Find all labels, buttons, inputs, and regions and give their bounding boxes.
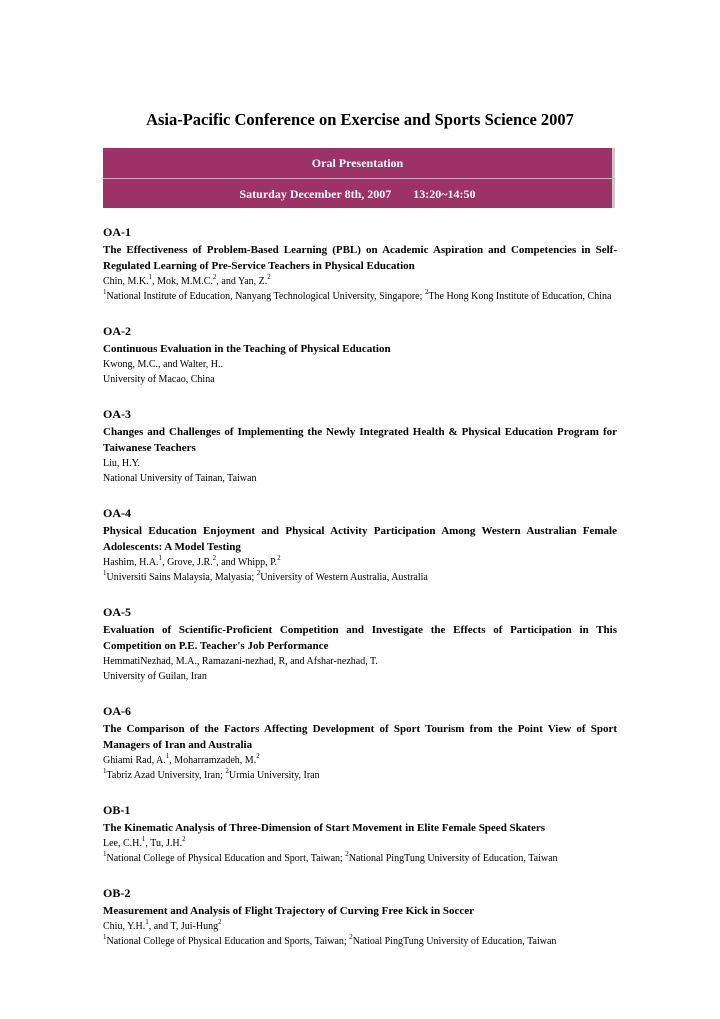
affiliation-text: National Institute of Education, Nanyang Technological University, Singapore; [106, 291, 425, 302]
affiliation-text: The Hong Kong Institute of Education, China [428, 291, 612, 302]
presentation-code: OA-4 [103, 506, 131, 520]
presentation-code: OA-1 [103, 225, 131, 239]
affiliation-text: University of Guilan, Iran [103, 671, 207, 682]
presentation-authors [103, 555, 617, 570]
presentation-affiliations [103, 669, 617, 684]
presentation-entry [103, 506, 617, 585]
presentation-title: The Effectiveness of Problem-Based Learning (PBL) on Academic Aspiration and Competencies in Self-Regulated Learning of Pre-Service Teachers in Physical Education [103, 244, 617, 272]
presentation-title: Physical Education Enjoyment and Physical Activity Participation Among Western Australian Female Adolescents: A Model Testing [103, 525, 617, 553]
session-banner [103, 148, 615, 178]
presentation-authors [103, 919, 617, 934]
presentation-code: OA-3 [103, 407, 131, 421]
affiliation-marker: 1 [103, 568, 107, 577]
author-affiliation-marker: 2 [267, 272, 271, 281]
presentation-code: OB-1 [103, 803, 131, 817]
author-name: Yan, Z. [238, 276, 268, 287]
author-name: Grove, J.R. [167, 557, 213, 568]
author-name: Ghiami Rad, A. [103, 755, 166, 766]
presentation-authors [103, 836, 617, 851]
author-name: Moharramzadeh, M. [174, 755, 257, 766]
author-separator: , and [216, 557, 238, 568]
presentation-code: OA-5 [103, 605, 131, 619]
session-time: 13:20~14:50 [413, 187, 476, 201]
presentation-affiliations [103, 471, 617, 486]
presentation-title: Measurement and Analysis of Flight Trajectory of Curving Free Kick in Soccer [103, 905, 475, 917]
author-name: Tu, J.H. [150, 838, 183, 849]
author-separator: , and [148, 921, 171, 932]
affiliation-marker: 2 [225, 766, 229, 775]
affiliation-text: National College of Physical Education and Sports, Taiwan; [106, 936, 350, 947]
author-affiliation-marker: 1 [148, 272, 153, 281]
author-name: Chin, M.K. [103, 276, 149, 287]
affiliation-text: Natioal PingTung University of Education, Taiwan [352, 936, 557, 947]
schedule-banner [103, 178, 615, 208]
author-name: T, Jui-Hung [170, 921, 219, 932]
presentation-title: Continuous Evaluation in the Teaching of Physical Education [103, 343, 391, 355]
affiliation-text: Urmia University, Iran [228, 770, 320, 781]
affiliation-text: National PingTung University of Education, Taiwan [348, 853, 558, 864]
presentation-affiliations [103, 289, 617, 304]
affiliation-marker: 2 [424, 287, 429, 296]
presentation-title: The Comparison of the Factors Affecting Development of Sport Tourism from the Point View of Sport Managers of Iran and Australia [103, 723, 617, 751]
affiliation-text: National University of Tainan, Taiwan [103, 473, 257, 484]
author-name: HemmatiNezhad, M.A., Ramazani-nezhad, R, and Afshar-nezhad, T. [103, 656, 378, 667]
author-affiliation-marker: 2 [212, 553, 217, 562]
author-name: Chiu, Y.H. [103, 921, 146, 932]
presentation-affiliations [103, 934, 617, 949]
presentation-affiliations [103, 851, 617, 866]
presentation-title: The Kinematic Analysis of Three-Dimension of Start Movement in Elite Female Speed Skaters [103, 822, 546, 834]
presentation-authors [103, 357, 617, 372]
presentation-affiliations [103, 372, 617, 387]
author-affiliation-marker: 2 [277, 553, 281, 562]
author-name: Mok, M.M.C. [157, 276, 213, 287]
author-name: Whipp, P. [237, 557, 278, 568]
presentation-authors [103, 753, 617, 768]
affiliation-marker: 1 [103, 766, 107, 775]
author-affiliation-marker: 1 [165, 751, 170, 760]
author-affiliation-marker: 2 [218, 917, 222, 926]
presentation-entry [103, 803, 617, 866]
presentation-authors [103, 274, 617, 289]
presentation-code: OA-6 [103, 704, 131, 718]
session-date: Saturday December 8th, 2007 [239, 187, 392, 201]
affiliation-text: National College of Physical Education and Sport, Taiwan; [106, 853, 346, 864]
presentation-affiliations [103, 570, 617, 585]
author-affiliation-marker: 1 [141, 834, 146, 843]
author-separator: , [162, 557, 168, 568]
author-separator: , [145, 838, 151, 849]
presentation-title: Changes and Challenges of Implementing the Newly Integrated Health & Physical Education Program for Taiwanese Teachers [103, 426, 617, 454]
author-name: Lee, C.H. [103, 838, 142, 849]
presentation-entry [103, 407, 617, 486]
presentation-entry [103, 886, 617, 949]
author-separator: , [152, 276, 158, 287]
presentation-affiliations [103, 768, 617, 783]
affiliation-marker: 2 [349, 932, 353, 941]
presentation-entry [103, 324, 617, 387]
affiliation-text: University of Western Australia, Australia [260, 572, 428, 583]
author-affiliation-marker: 2 [212, 272, 217, 281]
author-name: Hashim, H.A. [103, 557, 159, 568]
presentation-title: Evaluation of Scientific-Proficient Competition and Investigate the Effects of Participation in This Competition on P.E. Teacher's Job Performance [103, 624, 617, 652]
author-separator: , [169, 755, 175, 766]
presentation-code: OB-2 [103, 886, 131, 900]
author-affiliation-marker: 1 [145, 917, 149, 926]
presentation-authors [103, 654, 617, 669]
session-label: Oral Presentation [311, 156, 404, 170]
presentation-entry [103, 605, 617, 684]
presentation-entry [103, 225, 617, 304]
author-affiliation-marker: 2 [256, 751, 260, 760]
author-affiliation-marker: 1 [158, 553, 163, 562]
author-name: Liu, H.Y. [103, 458, 141, 469]
presentation-list [103, 225, 617, 969]
author-affiliation-marker: 2 [182, 834, 186, 843]
affiliation-text: Universiti Sains Malaysia, Malyasia; [106, 572, 257, 583]
affiliation-marker: 1 [103, 287, 107, 296]
affiliation-marker: 1 [103, 932, 107, 941]
author-separator: , and [216, 276, 238, 287]
affiliation-text: Tabriz Azad University, Iran; [106, 770, 226, 781]
presentation-entry [103, 704, 617, 783]
author-name: Kwong, M.C., and Walter, H.. [103, 359, 223, 370]
presentation-code: OA-2 [103, 324, 131, 338]
presentation-authors [103, 456, 617, 471]
affiliation-marker: 2 [256, 568, 261, 577]
affiliation-marker: 1 [103, 849, 107, 858]
affiliation-text: University of Macao, China [103, 374, 215, 385]
affiliation-marker: 2 [345, 849, 349, 858]
page-title: Asia-Pacific Conference on Exercise and Sports Science 2007 [146, 110, 574, 129]
